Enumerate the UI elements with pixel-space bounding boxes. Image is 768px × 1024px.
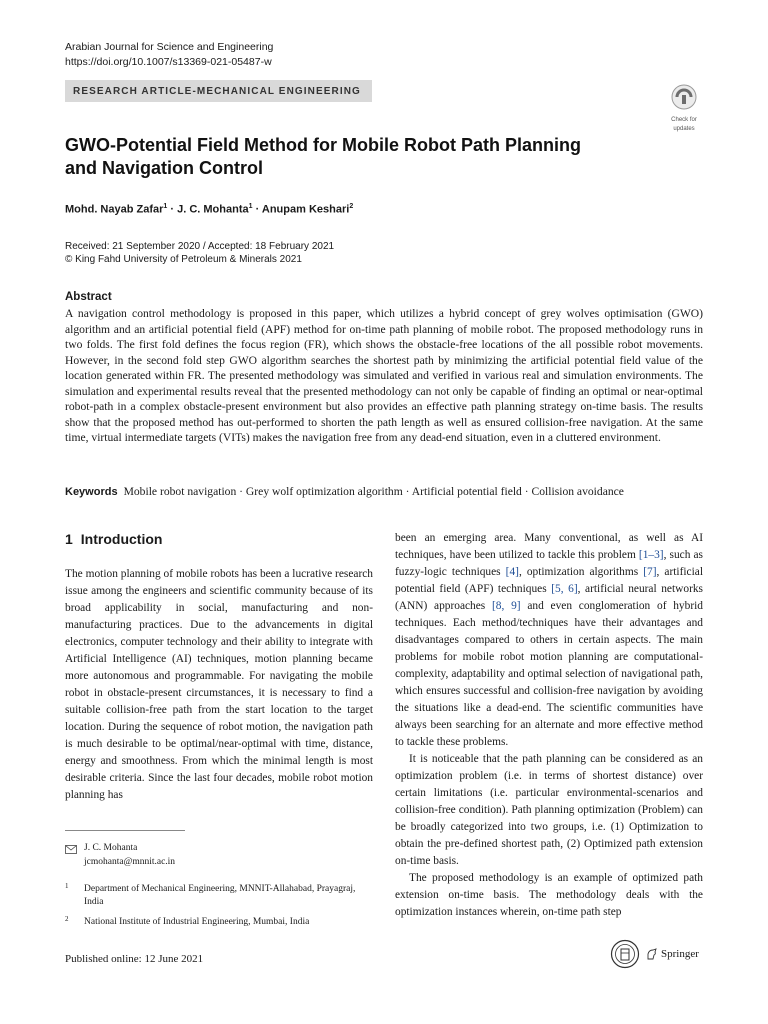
journal-name: Arabian Journal for Science and Engineering bbox=[65, 41, 274, 53]
publisher-name: Springer bbox=[661, 948, 699, 960]
journal-doi[interactable]: https://doi.org/10.1007/s13369-021-05487-w bbox=[65, 56, 272, 68]
envelope-icon bbox=[65, 845, 77, 854]
keywords-line bbox=[65, 485, 705, 498]
citation-link[interactable]: [4] bbox=[505, 566, 519, 578]
article-category: RESEARCH ARTICLE-MECHANICAL ENGINEERING bbox=[73, 85, 361, 97]
paragraph-text: , such as fuzzy-logic techniques bbox=[395, 549, 703, 578]
paragraph: The motion planning of mobile robots has been a lucrative research issue among the engineers and scientific community because of its broad applicability in social, manufacturing and non-manufacturing practices. Due to the advancements in digital electronics, computer technology and their ability to integrate with Artificial Intelligence (AI) techniques, motion planning became more autonomous and programmable. For navigating the mobile robot in obstacle-present circumstances, it is necessary to find a suitable collision-free path from the start location to the target location. During the sequence of robot motion, the navigation path is much desirable to be optimal/near-optimal with time, distance, energy and smoothness. From which the minimal length is most desirable criteria. Since the last four decades, mobile robot motion planning has bbox=[65, 568, 373, 801]
copyright-notice: © King Fahd University of Petroleum & Minerals 2021 bbox=[65, 254, 302, 265]
citation-link[interactable]: [1–3] bbox=[638, 549, 664, 561]
footnote-rule bbox=[65, 830, 185, 831]
check-for-updates-badge[interactable] bbox=[664, 84, 704, 133]
paragraph-text: been an emerging area. Many conventional, as well as AI techniques, have been utilized to tackle this problem bbox=[395, 532, 703, 561]
author-name[interactable]: Anupam Keshari bbox=[261, 203, 350, 216]
paragraph-text: , optimization algorithms bbox=[518, 566, 644, 578]
section-title: Introduction bbox=[80, 531, 163, 547]
abstract-text: A navigation control methodology is proposed in this paper, which utilizes a hybrid concept of grey wolves optimisation (GWO) algorithm and an artificial potential field (APF) method for on-time path planning of mobile robot. The proposed methodology runs in two folds. The first fold defines the focus region (FR), which shows the obstacle-free locations of the all possible robot movements. However, in the second fold step GWO algorithm searches the shortest path by minimizing the artificial potential field value of the location generated within FR. The presented methodology was simulated and verified in various real and simulation environments. The simulation and experimental results reveal that the presented methodology can not only be capable of finding an optimal or near-optimal robot-path in a complex obstacle-present environment but also provides an effective path planning strategy on-time basis. The results show that the proposed method has out-performed to shorten the path length as well as ensured collision-free navigation. At the same time, virtual intermediate targets (VITs) makes the navigation free from any dead-end situation, even in a cluttered environment. bbox=[65, 307, 703, 444]
affiliation-text: Department of Mechanical Engineering, MNNIT-Allahabad, Prayagraj, India bbox=[84, 884, 356, 907]
article-title-line1: GWO-Potential Field Method for Mobile Robot Path Planning bbox=[65, 135, 581, 155]
citation-link[interactable]: [7] bbox=[643, 566, 657, 578]
author-name[interactable]: Mohd. Nayab Zafar bbox=[65, 203, 164, 216]
citation-link[interactable]: [8, 9] bbox=[492, 600, 521, 612]
publisher-logo[interactable] bbox=[646, 948, 699, 960]
paragraph bbox=[395, 530, 703, 751]
author-name[interactable]: J. C. Mohanta bbox=[177, 203, 249, 216]
author-affiliation-mark: 2 bbox=[349, 203, 354, 210]
article-title bbox=[65, 134, 625, 180]
author-separator: · bbox=[252, 203, 262, 216]
paragraph-text: , artificial potential field (APF) techniques bbox=[395, 566, 703, 595]
article-dates bbox=[65, 240, 334, 266]
author-list bbox=[65, 203, 353, 216]
citation-link[interactable]: [5, 6] bbox=[551, 583, 578, 595]
author-separator: · bbox=[167, 203, 178, 216]
received-accepted-dates: Received: 21 September 2020 / Accepted: 18 February 2021 bbox=[65, 241, 335, 252]
keywords-text: Mobile robot navigation · Grey wolf optimization algorithm · Artificial potential field · Collision avoidance bbox=[123, 485, 624, 498]
author-affiliation-mark: 1 bbox=[248, 203, 253, 210]
affiliation-text: National Institute of Industrial Engineering, Mumbai, India bbox=[84, 917, 310, 927]
body-column-left bbox=[65, 566, 373, 804]
article-title-line2: and Navigation Control bbox=[65, 158, 263, 178]
corresponding-author-name: J. C. Mohanta bbox=[84, 843, 138, 853]
abstract-heading: Abstract bbox=[65, 291, 112, 303]
paragraph: The proposed methodology is an example of optimized path extension on-time basis. The methodology deals with the optimization instances wherein, on-time path step bbox=[395, 872, 703, 918]
author-affiliation-mark: 1 bbox=[163, 203, 168, 210]
check-for-updates-icon bbox=[671, 84, 697, 110]
section-heading bbox=[65, 531, 162, 547]
journal-seal-icon bbox=[610, 939, 640, 969]
check-updates-line2: updates bbox=[673, 126, 695, 132]
check-updates-line1: Check for bbox=[671, 117, 697, 123]
paragraph: It is noticeable that the path planning can be considered as an optimization problem (i.e. in terms of shortest distance) over certain limitations (i.e. particular environmental-scenarios and collision-free condition). Path planning optimization (Problem) can be broadly categorized into two groups, i.e. (1) Optimization to obtain the pre-defined shortest path, (2) Optimized path extension on-time basis. bbox=[395, 753, 703, 867]
keywords-label: Keywords bbox=[65, 486, 118, 498]
springer-horse-icon bbox=[646, 948, 658, 960]
body-column-right bbox=[395, 530, 703, 921]
affiliation-number: 1 bbox=[65, 882, 69, 890]
published-date: Published online: 12 June 2021 bbox=[65, 953, 204, 965]
corresponding-author-email[interactable]: jcmohanta@mnnit.ac.in bbox=[84, 857, 176, 867]
section-number: 1 bbox=[65, 531, 73, 547]
article-category-bar bbox=[65, 80, 372, 102]
paragraph-text: and even conglomeration of hybrid techniques. Each method/techniques have their advantages and disadvantages compared to others in certain aspects. The main problems for mobile robot motion planning are computational-complexity, adaptability and optimal selection of navigational path, which ensures successful and collision-free navigation by avoiding the situations like a dead-end. The scientific communities have always been searching for an alternate and more effective method to tackle these problems. bbox=[395, 600, 703, 748]
footer-logos bbox=[610, 939, 699, 969]
affiliation-number: 2 bbox=[65, 915, 69, 923]
paragraph-text: , artificial neural networks (ANN) approaches bbox=[395, 583, 703, 612]
